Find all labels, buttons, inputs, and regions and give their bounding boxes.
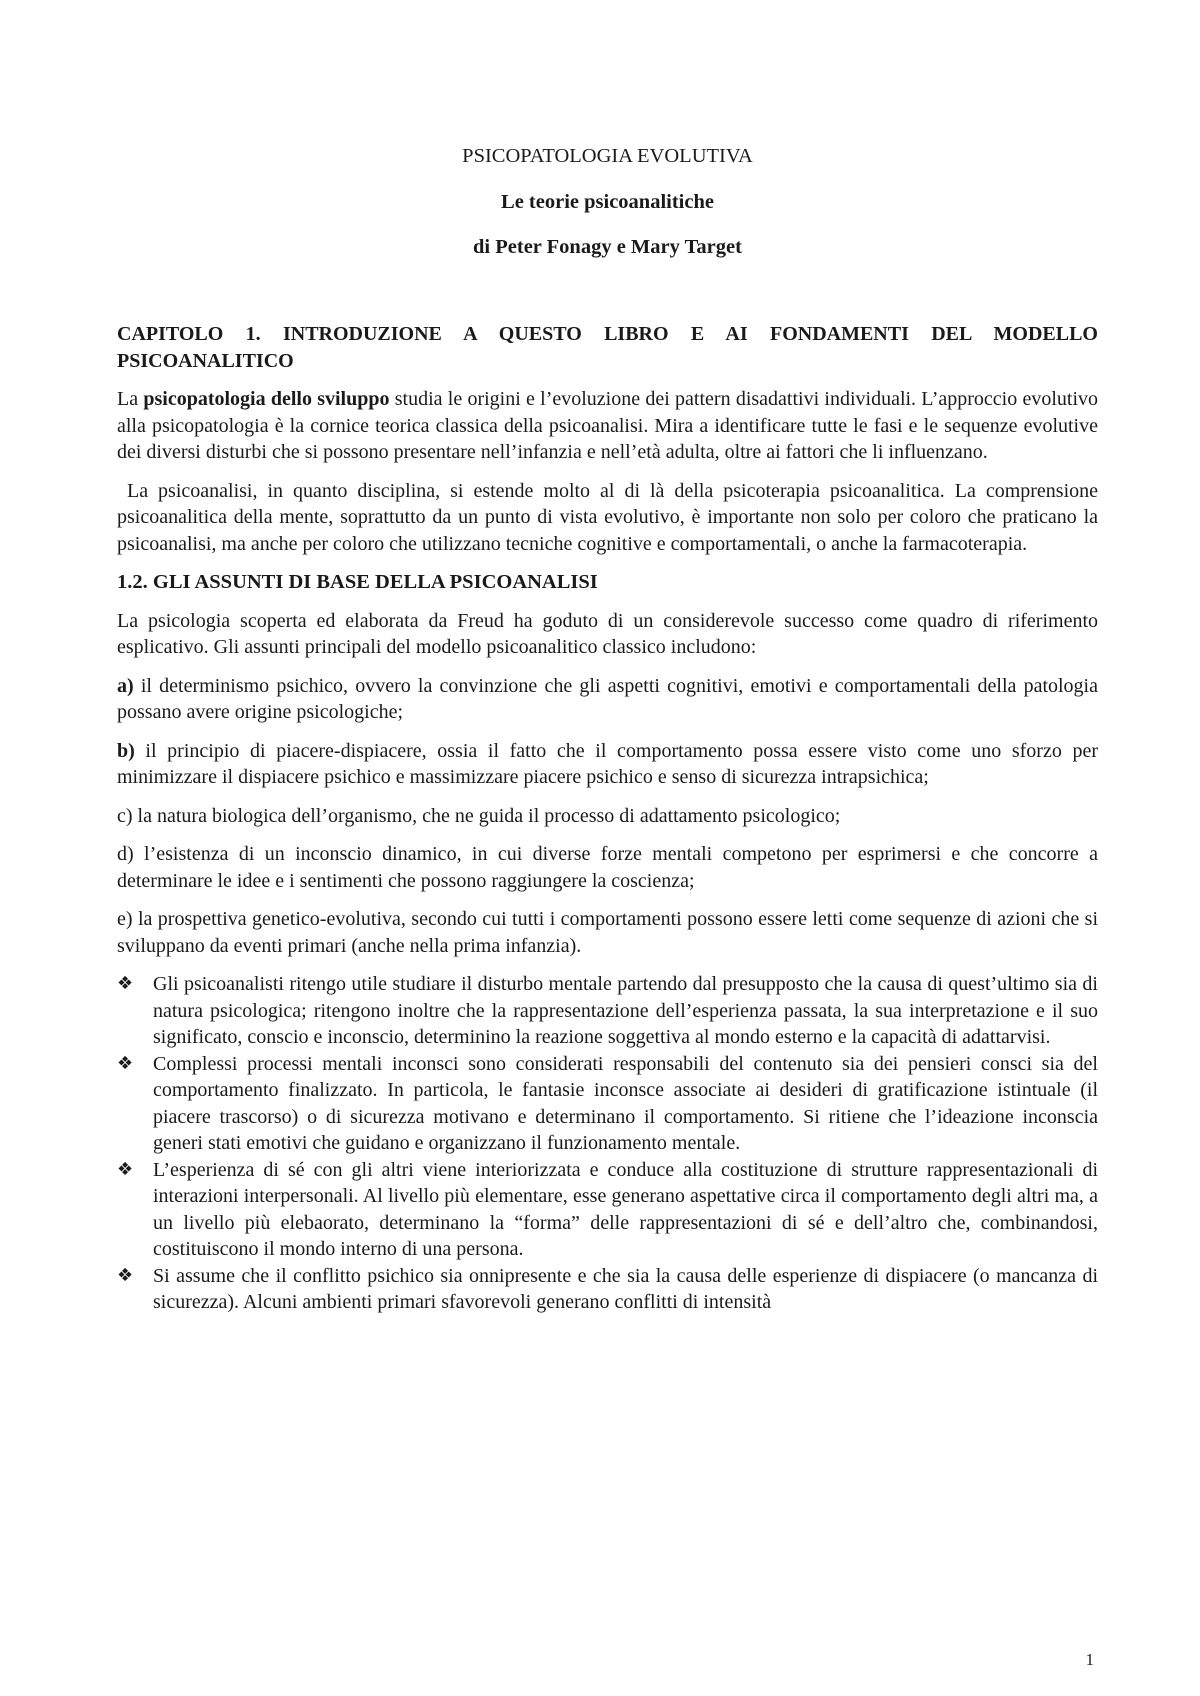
section-intro: La psicologia scoperta ed elaborata da Freud ha goduto di un considerevole successo come quadro di riferimento esplicativo. Gli assunti principali del modello psicoanalitico classico includono: [117, 609, 1098, 658]
intro-p1-bold: psicopatologia dello sviluppo [143, 388, 390, 410]
section-heading-1-2: 1.2. GLI ASSUNTI DI BASE DELLA PSICOANALISI [117, 571, 598, 593]
assumption-label: a) [117, 674, 134, 697]
document-subtitle: Le teorie psicoanalitiche [501, 190, 714, 213]
assumption-label: d) [117, 843, 134, 865]
assumption-text: il determinismo psichico, ovvero la convinzione che gli aspetti cognitivi, emotivi e comportamentali della patologia possano avere origine psicologiche; [117, 674, 1098, 723]
diamond-bullet-icon: ❖ [117, 1158, 134, 1180]
assumption-text: la prospettiva genetico-evolutiva, secondo cui tutti i comportamenti possono essere letti come sequenze di azioni che si sviluppano da eventi primari (anche nella prima infanzia). [117, 908, 1098, 957]
intro-p1-start: La [117, 388, 144, 410]
intro-p1-rest: studia le origini e l’evoluzione dei pattern disadattivi individuali. L’approccio evolutivo alla psicopatologia è la cornice teorica classica della psicoanalisi. Mira a identificare tutte le fasi e le sequenze evolutive dei diversi disturbi che si possono presentare nell’infanzia e nell’età adulta, oltre ai fattori che li influenzano. [117, 388, 1098, 463]
document-page [117, 0, 1103, 1696]
diamond-bullet-icon: ❖ [117, 1264, 134, 1286]
document-title: PSICOPATOLOGIA EVOLUTIVA [462, 145, 753, 167]
document-header [117, 146, 1098, 258]
intro-paragraph-1 [117, 386, 1098, 466]
assumption-item-a [117, 673, 1098, 726]
bullet-list [117, 971, 1098, 1316]
assumption-text: la natura biologica dell’organismo, che ne guida il processo di adattamento psicologico; [132, 804, 841, 827]
assumption-item-e [117, 906, 1098, 959]
assumption-text: l’esistenza di un inconscio dinamico, in cui diverse forze mentali competono per esprimersi e che concorre a determinare le idee e i sentimenti che possono raggiungere la coscienza; [117, 843, 1098, 892]
list-item [117, 1263, 1098, 1316]
assumption-item-c [117, 803, 1098, 830]
bullet-text: Gli psicoanalisti ritengo utile studiare il disturbo mentale partendo dal presupposto che la causa di quest’ultimo sia di natura psicologica; ritengono inoltre che la rappresentazione dell’esperienza passata, la sua interpretazione e il suo significato, conscio e inconscio, determinino la reazione soggettiva al mondo esterno e la capacità di adattarvisi. [153, 973, 1098, 1048]
list-item [117, 1157, 1098, 1263]
assumption-item-b [117, 738, 1098, 791]
bullet-text: Si assume che il conflitto psichico sia onnipresente e che sia la causa delle esperienze di dispiacere (o mancanza di sicurezza). Alcuni ambienti primari sfavorevoli generano conflitti di intensità [153, 1264, 1098, 1313]
list-item [117, 971, 1098, 1051]
diamond-bullet-icon: ❖ [117, 1052, 134, 1074]
intro-paragraph-2: La psicoanalisi, in quanto disciplina, si estende molto al di là della psicoterapia psicoanalitica. La comprensione psicoanalitica della mente, soprattutto da un punto di vista evolutivo, è importante non solo per coloro che praticano la psicoanalisi, ma anche per coloro che utilizzano tecniche cognitive e comportamentali, o anche la farmacoterapia. [117, 479, 1103, 555]
assumption-label: c) [117, 804, 133, 827]
diamond-bullet-icon: ❖ [117, 973, 134, 994]
bullet-text: L’esperienza di sé con gli altri viene interiorizzata e conduce alla costituzione di strutture rappresentazionali di interazioni interpersonali. Al livello più elementare, esse generano aspettative circa il comportamento degli altri ma, a un livello più elebaorato, determinano la “forma” delle rappresentazioni di sé e dell’altro che, combinandosi, costituiscono il mondo interno di una persona. [153, 1158, 1098, 1260]
assumption-label: b) [117, 739, 135, 762]
bullet-text: Complessi processi mentali inconsci sono considerati responsabili del contenuto sia dei pensieri consci sia del comportamento finalizzato. In particola, le fantasie inconsce associate ai desideri di gratificazione istintuale (il piacere trascorso) o di sicurezza motivano e determinano il comportamento. Si ritiene che l’ideazione inconscia generi stati emotivi che guidano e organizzano il funzionamento mentale. [153, 1052, 1098, 1154]
assumption-label: e) [117, 908, 133, 930]
assumption-text: il principio di piacere-dispiacere, ossia il fatto che il comportamento possa essere visto come uno sforzo per minimizzare il dispiacere psichico e massimizzare piacere psichico e senso di sicurezza intrapsichica; [117, 739, 1098, 788]
chapter-heading: CAPITOLO 1. INTRODUZIONE A QUESTO LIBRO E AI FONDAMENTI DEL MODELLO PSICOANALITICO [117, 323, 1098, 372]
assumption-item-d [117, 841, 1098, 894]
list-item [117, 1051, 1098, 1157]
page-number: 1 [1085, 1650, 1094, 1669]
document-body [117, 321, 1103, 1316]
document-authors: di Peter Fonagy e Mary Target [473, 236, 742, 258]
